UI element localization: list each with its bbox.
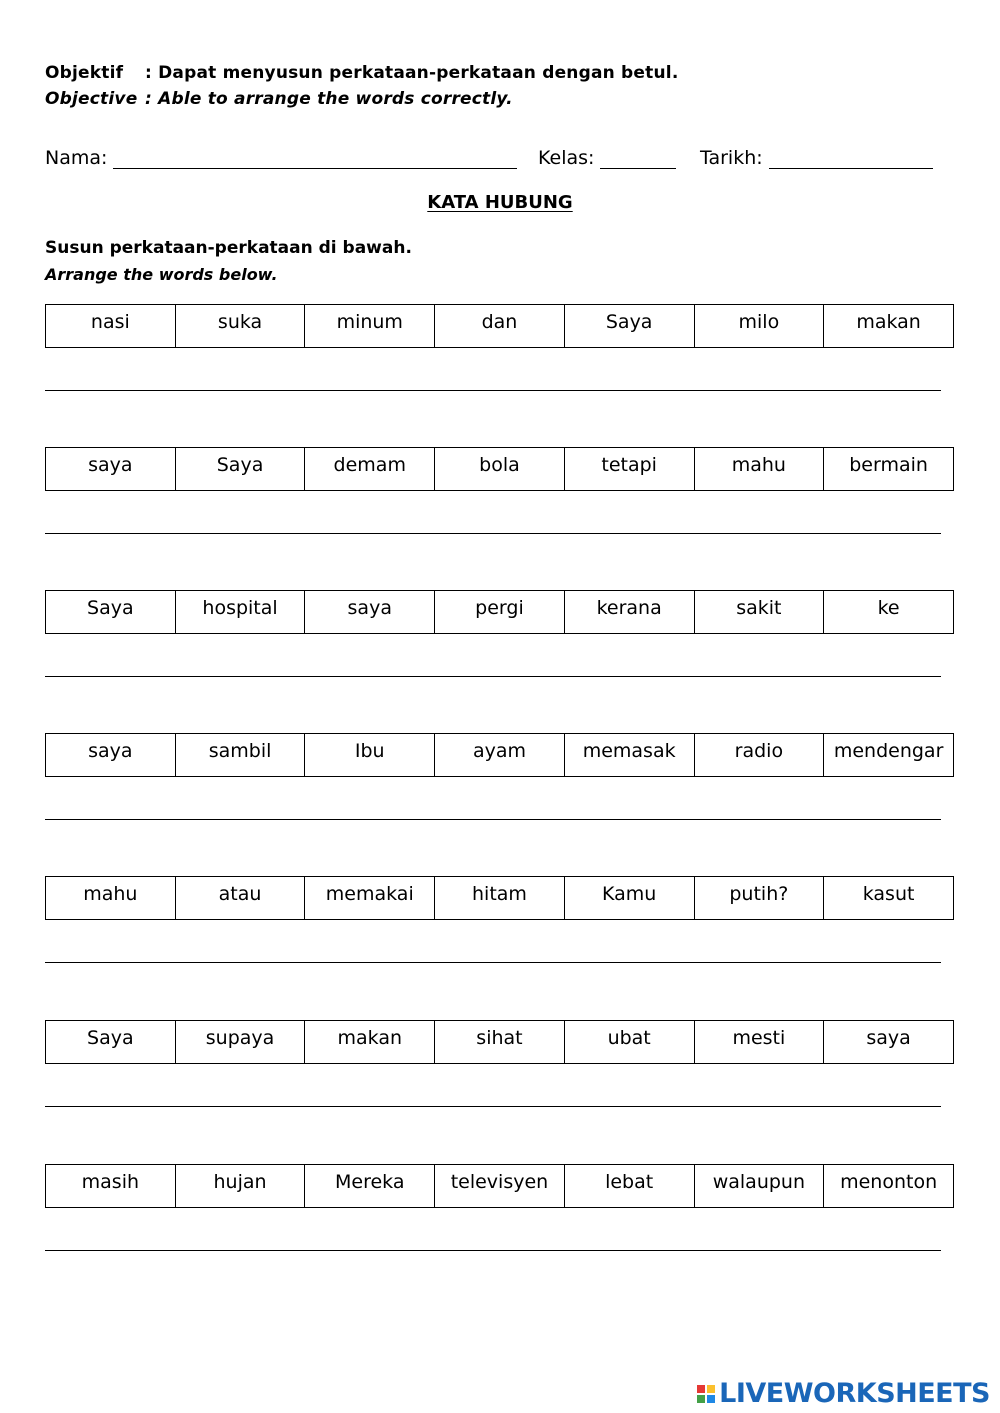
word-row-1 (45, 304, 954, 348)
word-cell[interactable]: suka (175, 305, 305, 348)
date-line[interactable] (769, 148, 933, 169)
word-cell[interactable]: kerana (564, 591, 694, 634)
word-cell[interactable]: memakai (305, 877, 435, 920)
word-cell[interactable]: saya (824, 1021, 954, 1064)
liveworksheets-logo (697, 1378, 990, 1409)
word-cell[interactable]: hujan (175, 1165, 305, 1208)
word-cell[interactable]: makan (305, 1021, 435, 1064)
word-cell[interactable]: mesti (694, 1021, 824, 1064)
word-cell[interactable]: minum (305, 305, 435, 348)
word-cell[interactable]: saya (305, 591, 435, 634)
word-cell[interactable]: kasut (824, 877, 954, 920)
word-cell[interactable]: sakit (694, 591, 824, 634)
word-cell[interactable]: dan (435, 305, 565, 348)
objective-ms (45, 63, 678, 83)
answer-line-6[interactable] (45, 1106, 941, 1107)
word-cell[interactable]: mendengar (824, 734, 954, 777)
word-cell[interactable]: hospital (175, 591, 305, 634)
objective-en (45, 89, 513, 109)
answer-line-1[interactable] (45, 390, 941, 391)
word-cell[interactable]: sambil (175, 734, 305, 777)
word-cell[interactable]: mahu (694, 448, 824, 491)
worksheet-title-text: KATA HUBUNG (427, 192, 573, 213)
instruction-ms: Susun perkataan-perkataan di bawah. (45, 238, 412, 258)
word-cell[interactable]: ke (824, 591, 954, 634)
word-cell[interactable]: masih (46, 1165, 176, 1208)
word-cell[interactable]: bola (435, 448, 565, 491)
date-label: Tarikh: (700, 147, 763, 169)
name-line[interactable] (113, 148, 517, 169)
class-field[interactable] (538, 147, 676, 169)
word-row-4 (45, 733, 954, 777)
answer-line-3[interactable] (45, 676, 941, 677)
word-cell[interactable]: Saya (46, 591, 176, 634)
word-cell[interactable]: bermain (824, 448, 954, 491)
worksheet-title (0, 192, 1000, 213)
instruction-en: Arrange the words below. (45, 265, 278, 284)
word-cell[interactable]: Ibu (305, 734, 435, 777)
word-cell[interactable]: supaya (175, 1021, 305, 1064)
word-cell[interactable]: walaupun (694, 1165, 824, 1208)
word-cell[interactable]: sihat (435, 1021, 565, 1064)
word-cell[interactable]: putih? (694, 877, 824, 920)
objective-en-text: : Able to arrange the words correctly. (145, 89, 513, 109)
word-cell[interactable]: Saya (46, 1021, 176, 1064)
word-cell[interactable]: makan (824, 305, 954, 348)
word-row-7 (45, 1164, 954, 1208)
word-cell[interactable]: nasi (46, 305, 176, 348)
word-cell[interactable]: mahu (46, 877, 176, 920)
answer-line-5[interactable] (45, 962, 941, 963)
word-row-2 (45, 447, 954, 491)
word-cell[interactable]: ubat (564, 1021, 694, 1064)
date-field[interactable] (700, 147, 933, 169)
word-row-5 (45, 876, 954, 920)
word-cell[interactable]: tetapi (564, 448, 694, 491)
name-label: Nama: (45, 147, 108, 169)
answer-line-2[interactable] (45, 533, 941, 534)
objective-ms-label: Objektif (45, 63, 124, 83)
word-cell[interactable]: radio (694, 734, 824, 777)
word-cell[interactable]: Saya (564, 305, 694, 348)
word-cell[interactable]: atau (175, 877, 305, 920)
word-cell[interactable]: ayam (435, 734, 565, 777)
objective-en-label: Objective (45, 89, 138, 109)
word-cell[interactable]: Mereka (305, 1165, 435, 1208)
name-field[interactable] (45, 147, 517, 169)
answer-line-4[interactable] (45, 819, 941, 820)
word-cell[interactable]: pergi (435, 591, 565, 634)
word-cell[interactable]: Kamu (564, 877, 694, 920)
word-cell[interactable]: saya (46, 448, 176, 491)
word-cell[interactable]: Saya (175, 448, 305, 491)
word-cell[interactable]: saya (46, 734, 176, 777)
class-line[interactable] (600, 148, 676, 169)
objective-ms-text: : Dapat menyusun perkataan-perkataan dengan betul. (145, 63, 679, 83)
word-cell[interactable]: memasak (564, 734, 694, 777)
word-row-6 (45, 1020, 954, 1064)
word-cell[interactable]: hitam (435, 877, 565, 920)
class-label: Kelas: (538, 147, 595, 169)
word-cell[interactable]: menonton (824, 1165, 954, 1208)
logo-text: LIVEWORKSHEETS (719, 1378, 990, 1409)
word-cell[interactable]: televisyen (435, 1165, 565, 1208)
word-cell[interactable]: lebat (564, 1165, 694, 1208)
answer-line-7[interactable] (45, 1250, 941, 1251)
word-cell[interactable]: demam (305, 448, 435, 491)
liveworksheets-mark-icon (697, 1385, 715, 1403)
word-row-3 (45, 590, 954, 634)
word-cell[interactable]: milo (694, 305, 824, 348)
